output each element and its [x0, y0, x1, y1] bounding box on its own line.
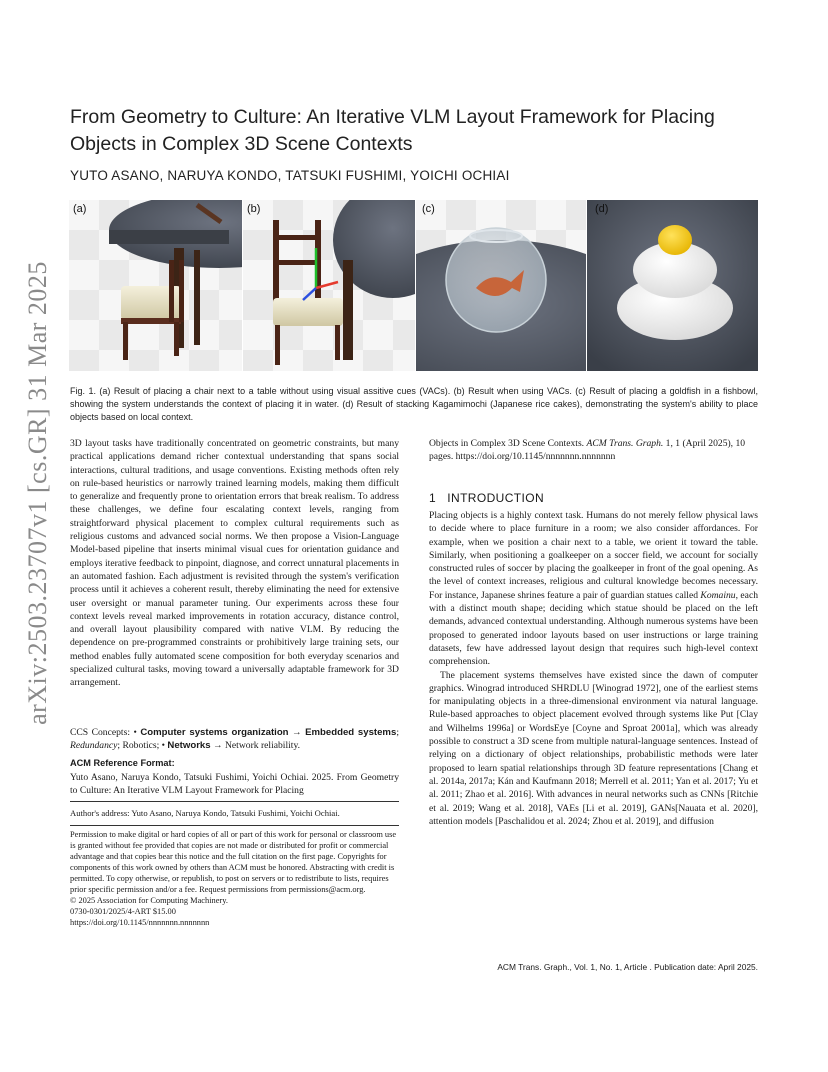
figure-panel-c	[416, 200, 586, 371]
issn-line: 0730-0301/2025/4-ART $15.00	[70, 907, 176, 916]
acm-ref-tail: 1, 1 (April 2025), 10 pages. https://doi.org/10.1145/nnnnnnn.nnnnnnn	[429, 438, 746, 463]
acm-reference-continued	[429, 437, 758, 464]
acm-ref-journal: ACM Trans. Graph.	[586, 438, 664, 449]
section-heading-introduction	[429, 491, 544, 505]
ccs-prefix: CCS Concepts: •	[70, 727, 141, 738]
figure-caption: Fig. 1. (a) Result of placing a chair next to a table without using visual assitive cues (VACs). (b) Result when using VACs. (c) Result of placing a goldfish in a fishbowl, showing the system understands the context of placing it in water. (d) Result of stacking Kagamimochi (Japanese rice cakes), demonstrating the system's ability to place objects based on local context.	[70, 386, 758, 422]
ccs-arrow-1: →	[288, 727, 306, 738]
ccs-sep: ;	[396, 727, 399, 738]
ccs-robotics: ; Robotics; •	[117, 740, 168, 752]
arxiv-stamp	[10, 261, 66, 725]
intro-paragraph-2: The placement systems themselves have existed since the dawn of computer graphics. Winograd introduced SHRDLU [Winograd 1972], one of the earliest stems for manipulating objects in a three-dimensional environment via natural language. Rule-based approaches to object placement evolved through systems like Put [Clay and Wilhelms 1996a] or WordsEye [Coyne and Sproat 2001a], which was already possible to construct a 3D scene from multiple natural-language sentences. Instead of relying on a dictionary of object relationships, probabilistic methods were later proposed to learn spatial relationships through 3D feature representations [Chang et al. 2014a, 2017a; Kán and Kaufmann 2018; Merrell et al. 2011; Yan et al. 2017; Yu et al. 2011; Zhao et al. 2016]. With advances in neural networks such as CNNs [Ritchie et al. 2019; Wang et al. 2018], VAEs [Li et al. 2019], GANs[Nauata et al. 2020], attention models [Paschalidou et al. 2024; Zhou et al. 2019], and diffusion	[429, 669, 758, 827]
teaser-figure	[69, 200, 758, 371]
introduction-body	[429, 509, 758, 828]
copyright-line: © 2025 Association for Computing Machinery.	[70, 896, 228, 905]
ccs-arrow-2: → Network reliability.	[210, 740, 301, 752]
panel-label-c: (c)	[422, 203, 435, 215]
abstract: 3D layout tasks have traditionally concentrated on geometric constraints, but many practical applications demand richer contextual understanding that spans social interactions, cultural traditions, and usage conventions. Existing methods often rely on rule-based heuristics or narrowly trained learning models, making them difficult to generalize and frequently prone to orientation errors that break realism. To address these challenges, we define four escalating context levels, ranging from straightforward physical placement to complex cultural requirements such as religious customs and advanced social norms. We then propose a Vision-Language Model-based pipeline that inserts minimal visual cues for orientation guidance and employs iterative feedback to pinpoint, diagnose, and correct unnatural placements in an automated fashion. Each adjustment is revisited through the system's verification process until it achieves a coherent result, thereby eliminating the need for extensive user oversight or manual parameter tuning. Our experiments across these four context levels reveal marked improvements in rotation accuracy, distance control, and overall layout plausibility compared with native VLM. By reducing the dependence on pre-programmed constraints or prohibitively large training sets, our method enables fully automated scene composition for both everyday scenarios and specialized cultural tasks, moving toward a universally adaptable framework for 3D arrangement.	[70, 438, 399, 689]
intro-p1-text-b: , each with a distinct mouth shape; deciding which statue should be placed on the left demands, advanced contextual understanding. Although numerous systems have been proposed to generated indoor layouts based on user instructions or large training datasets, few have addressed layout design that requires such high-level context comprehension.	[429, 589, 758, 668]
permission-rule	[70, 825, 399, 826]
footer-journal: ACM Trans. Graph.	[497, 962, 570, 972]
figure-panel-b	[243, 200, 415, 371]
ccs-concept-1: Computer systems organization	[140, 727, 289, 738]
ccs-redundancy: Redundancy	[70, 740, 118, 752]
author-address: Author's address: Yuto Asano, Naruya Kondo, Tatsuki Fushimi, Yoichi Ochiai.	[70, 808, 340, 818]
komainu-term: Komainu	[700, 589, 736, 601]
acm-reference-text: Yuto Asano, Naruya Kondo, Tatsuki Fushimi, Yoichi Ochiai. 2025. From Geometry to Culture: An Iterative VLM Layout Framework for Placing	[70, 772, 399, 797]
figure-panel-a	[69, 200, 242, 371]
ccs-concept-2: Networks	[167, 740, 211, 752]
intro-paragraph-1	[429, 509, 758, 669]
page-footer	[400, 962, 758, 972]
paper-title: From Geometry to Culture: An Iterative VLM Layout Framework for Placing Objects in Complex 3D Scene Contexts	[70, 106, 715, 155]
section-number: 1	[429, 491, 437, 505]
permission-block	[70, 829, 399, 928]
permission-text: Permission to make digital or hard copies of all or part of this work for personal or classroom use is granted without fee provided that copies are not made or distributed for profit or commercial advantage and that copies bear this notice and the full citation on the first page. Copyrights for components of this work owned by others than ACM must be honored. Abstracting with credit is permitted. To copy otherwise, or republish, to post on servers or to redistribute to lists, requires prior specific permission and/or a fee. Request permissions from permissions@acm.org.	[70, 830, 397, 894]
section-title: INTRODUCTION	[447, 491, 545, 505]
author-list: YUTO ASANO, NARUYA KONDO, TATSUKI FUSHIMI, YOICHI OCHIAI	[70, 168, 510, 183]
footer-details: , Vol. 1, No. 1, Article . Publication date: April 2025.	[569, 962, 758, 972]
figure-panel-d	[587, 200, 758, 371]
chair-table-render-b	[243, 200, 415, 371]
ccs-concept-1-sub: Embedded systems	[305, 727, 397, 738]
intro-p1-text-a: Placing objects is a highly context task. Humans do not merely fellow physical laws to decide where to place furniture in a room; we also consider affordances. For example, when we position a chair next to a table, we orient it toward the table. Similarly, when positioning a goalkeeper on a soccer field, we account for socially constructed rules of soccer by placing the goalkeeper in front of the goal opening. As the level of context increases, religious and cultural knowledge becomes necessary. For instance, Japanese shrines feature a pair of guardian statues called	[429, 510, 758, 601]
panel-label-d: (d)	[595, 203, 609, 215]
acm-reference-heading: ACM Reference Format:	[70, 758, 175, 768]
arxiv-stamp-text: arXiv:2503.23707v1 [cs.GR] 31 Mar 2025	[23, 261, 52, 725]
kagamimochi-render	[587, 200, 758, 371]
acm-ref-cont-text: Objects in Complex 3D Scene Contexts.	[429, 438, 585, 449]
ccs-concepts	[70, 726, 399, 753]
address-rule	[70, 801, 399, 802]
doi-line: https://doi.org/10.1145/nnnnnnn.nnnnnnn	[70, 918, 210, 927]
chair-table-render-a	[69, 200, 242, 371]
panel-label-b: (b)	[247, 203, 261, 215]
goldfish-bowl-render	[416, 200, 586, 371]
panel-label-a: (a)	[73, 203, 87, 215]
